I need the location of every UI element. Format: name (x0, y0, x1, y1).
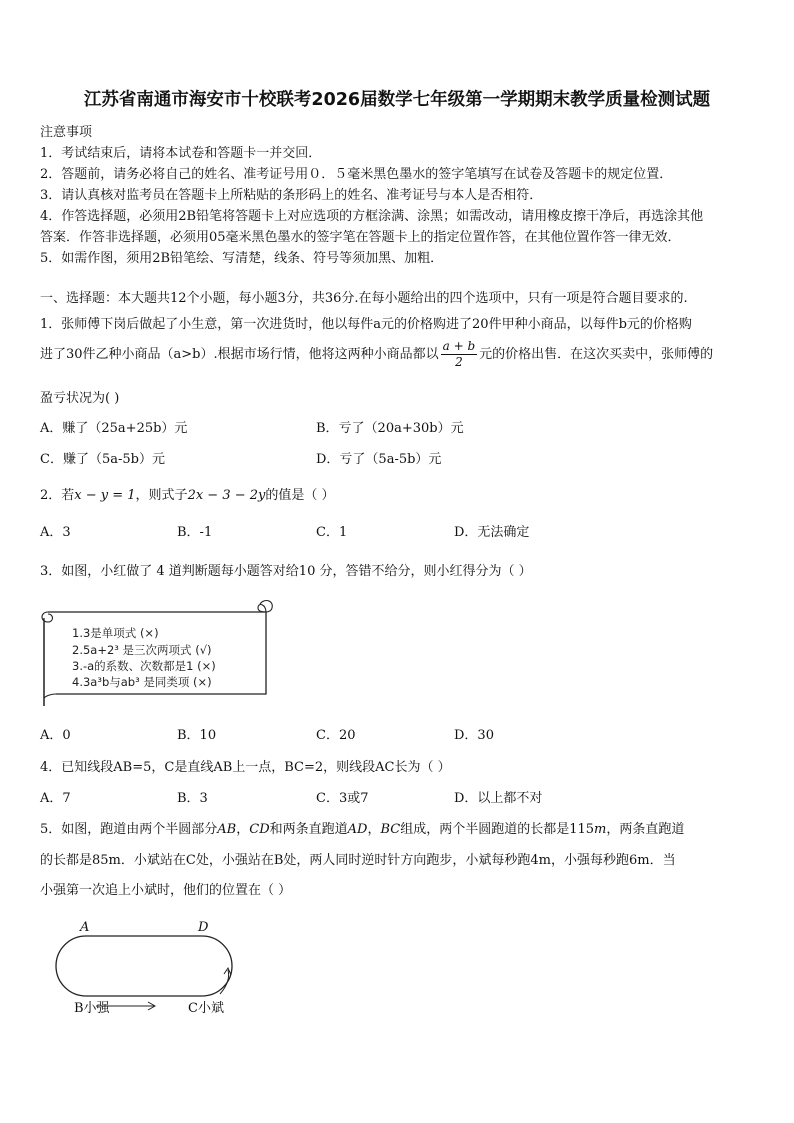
q5-stem-line3: 小强第一次追上小斌时，他们的位置在（ ） (40, 883, 292, 898)
q2-stem (40, 484, 335, 503)
q2-condition: x − y = 1 (74, 488, 136, 503)
notice-item: 答案．作答非选择题，必须用05毫米黑色墨水的签字笔在答题卡上的指定位置作答，在其他位置作答一律无效． (40, 230, 681, 245)
fraction-denominator: 2 (455, 355, 463, 369)
q1-text-b: 元的价格出售．在这次买卖中，张师傅的 (479, 347, 714, 362)
notice-item: 4．作答选择题，必须用2B铅笔将答题卡上对应选项的方框涂满、涂黑；如需改动，请用橡皮擦干净后，再选涂其他 (40, 209, 704, 224)
notice-item: 2．答题前，请务必将自己的姓名、准考证号用０．５毫米黑色墨水的签字笔填写在试卷及答题卡的规定位置． (40, 167, 673, 182)
notice-item: 5．如需作图，须用2B铅笔绘、写清楚，线条、符号等须加黑、加粗． (40, 251, 444, 266)
q4-option-b[interactable]: B．3 (177, 791, 208, 806)
q4-option-a[interactable]: A．7 (40, 791, 71, 806)
q2-text-post: 的值是（ ） (265, 488, 335, 503)
q1-option-d[interactable]: D．亏了（5a-5b）元 (316, 452, 442, 467)
scroll-item: 2.5a+2³ 是三次两项式 (√) (72, 643, 212, 657)
scroll-item: 4.3a³b与ab³ 是同类项 (×) (72, 675, 212, 689)
q5-text: ，两条直跑道 (606, 822, 685, 837)
q1-option-a[interactable]: A．赚了（25a+25b）元 (40, 421, 188, 436)
page-title: 江苏省南通市海安市十校联考2026届数学七年级第一学期期末教学质量检测试题 (83, 90, 711, 110)
q3-option-c[interactable]: C．20 (316, 728, 356, 743)
q5-segment-bc: BC (380, 822, 401, 837)
fraction-numerator: a + b (442, 339, 476, 353)
q1-stem-line2 (40, 339, 713, 370)
q3-option-d[interactable]: D．30 (454, 728, 494, 743)
q5-text: 组成，两个半圆跑道的长都是115 (400, 822, 595, 837)
q5-arc-cd: CD (249, 822, 270, 837)
q1-text-a: 进了30件乙种小商品（a>b）.根据市场行情，他将这两种小商品都以 (40, 347, 439, 362)
q5-stem-line2: 的长都是85m．小斌站在C处，小强站在B处，两人同时逆时针方向跑步，小斌每秒跑4m，小强每秒跑6m．当 (40, 853, 676, 868)
q2-option-c[interactable]: C．1 (316, 525, 348, 540)
q3-option-a[interactable]: A．0 (40, 728, 71, 743)
point-a-label: A (80, 920, 90, 935)
q2-expression: 2x − 3 − 2y (187, 488, 266, 503)
q1-stem-line1: 1．张师傅下岗后做起了小生意，第一次进货时，他以每件a元的价格购进了20件甲种小商品，以每件b元的价格购 (40, 317, 692, 332)
q5-text: 5．如图，跑道由两个半圆部分 (40, 822, 218, 837)
q1-option-c[interactable]: C．赚了（5a-5b）元 (40, 452, 165, 467)
q4-option-d[interactable]: D．以上都不对 (454, 791, 543, 806)
notice-item: 3．请认真核对监考员在答题卡上所粘贴的条形码上的姓名、准考证号与本人是否相符． (40, 188, 543, 203)
point-b-label: B小强 (74, 1001, 110, 1016)
track-figure (54, 920, 244, 1020)
point-d-label: D (198, 920, 209, 935)
scroll-item: 3.-a的系数、次数都是1 (×) (72, 659, 216, 673)
notice-heading: 注意事项 (40, 125, 93, 140)
q4-stem: 4．已知线段AB=5，C是直线AB上一点，BC=2，则线段AC长为（ ） (40, 760, 451, 775)
q3-stem: 3．如图，小红做了 4 道判断题每小题答对给10 分，答错不给分，则小红得分为（ ） (40, 564, 532, 579)
q2-option-d[interactable]: D．无法确定 (454, 525, 530, 540)
q1-option-b[interactable]: B．亏了（20a+30b）元 (316, 421, 464, 436)
q3-option-b[interactable]: B．10 (177, 728, 217, 743)
q1-stem-line3: 盈亏状况为( ) (40, 391, 120, 406)
q4-option-c[interactable]: C．3或7 (316, 791, 369, 806)
q2-option-b[interactable]: B．-1 (177, 525, 213, 540)
q2-text-mid: ，则式子 (135, 488, 188, 503)
q1-fraction (441, 339, 478, 370)
point-c-label: C小斌 (188, 1001, 224, 1016)
q5-unit: m (594, 822, 607, 837)
q5-text: 和两条直跑道 (269, 822, 348, 837)
q5-text: ， (236, 822, 250, 837)
q5-text: ， (367, 822, 381, 837)
q5-stem-line1 (40, 818, 684, 837)
q2-option-a[interactable]: A．3 (40, 525, 71, 540)
q2-text-pre: 2．若 (40, 488, 75, 503)
q5-arc-ab: AB (217, 822, 237, 837)
scroll-figure (38, 598, 276, 708)
section-heading: 一、选择题：本大题共12个小题，每小题3分，共36分.在每小题给出的四个选项中，只有一项是符合题目要求的. (40, 291, 688, 306)
q5-segment-ad: AD (347, 822, 368, 837)
scroll-item: 1.3是单项式 (×) (72, 626, 159, 640)
notice-item: 1．考试结束后，请将本试卷和答题卡一并交回． (40, 146, 322, 161)
